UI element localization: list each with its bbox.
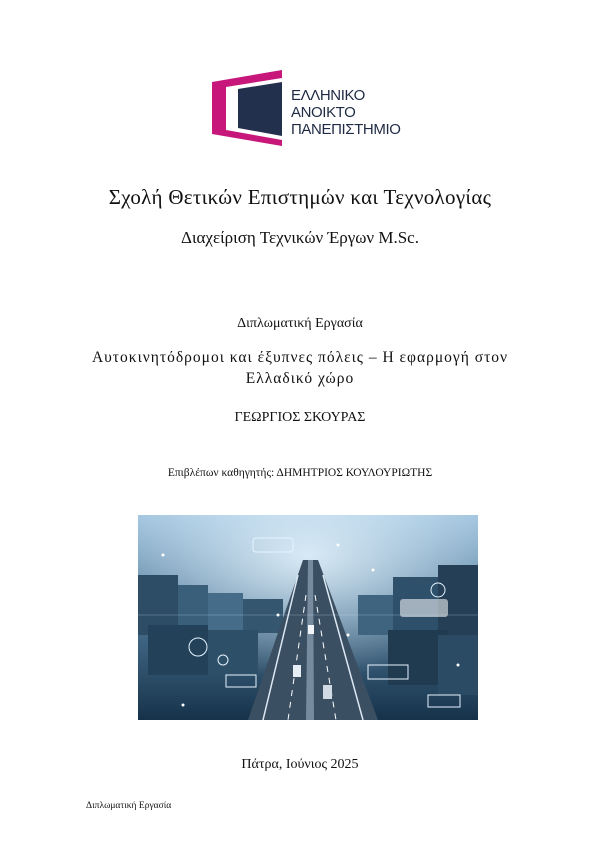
thesis-title (0, 347, 600, 389)
page-footer: Διπλωματική Εργασία (86, 801, 172, 811)
logo-line-3: ΠΑΝΕΠΙΣΤΗΜΙΟ (291, 121, 401, 138)
thesis-title-line-1: Αυτοκινητόδρομοι και έξυπνες πόλεις – Η εφαρμογή στον (91, 349, 509, 366)
smart-city-highway-image (138, 515, 478, 720)
logo-line-1: ΕΛΛΗΝΙΚΟ (291, 87, 365, 104)
supervisor-line: Επιβλέπων καθηγητής: ΔΗΜΗΤΡΙΟΣ ΚΟΥΛΟΥΡΙΩΤΗΣ (167, 467, 433, 479)
university-logo (212, 70, 412, 150)
date-place: Πάτρα, Ιούνιος 2025 (241, 757, 359, 772)
thesis-title-line-2: Ελλαδικό χώρο (245, 370, 355, 387)
author-name: ΓΕΩΡΓΙΟΣ ΣΚΟΥΡΑΣ (234, 410, 366, 425)
program-name: Διαχείριση Τεχνικών Έργων M.Sc. (181, 228, 419, 247)
university-logo-mark-icon (212, 70, 282, 146)
university-logo-text (291, 87, 400, 138)
document-type: Διπλωματική Εργασία (237, 316, 363, 331)
smart-city-highway-illustration (138, 515, 478, 720)
school-name: Σχολή Θετικών Επιστημών και Τεχνολογίας (108, 185, 492, 209)
logo-line-2: ΑΝΟΙΚΤΟ (291, 104, 356, 121)
